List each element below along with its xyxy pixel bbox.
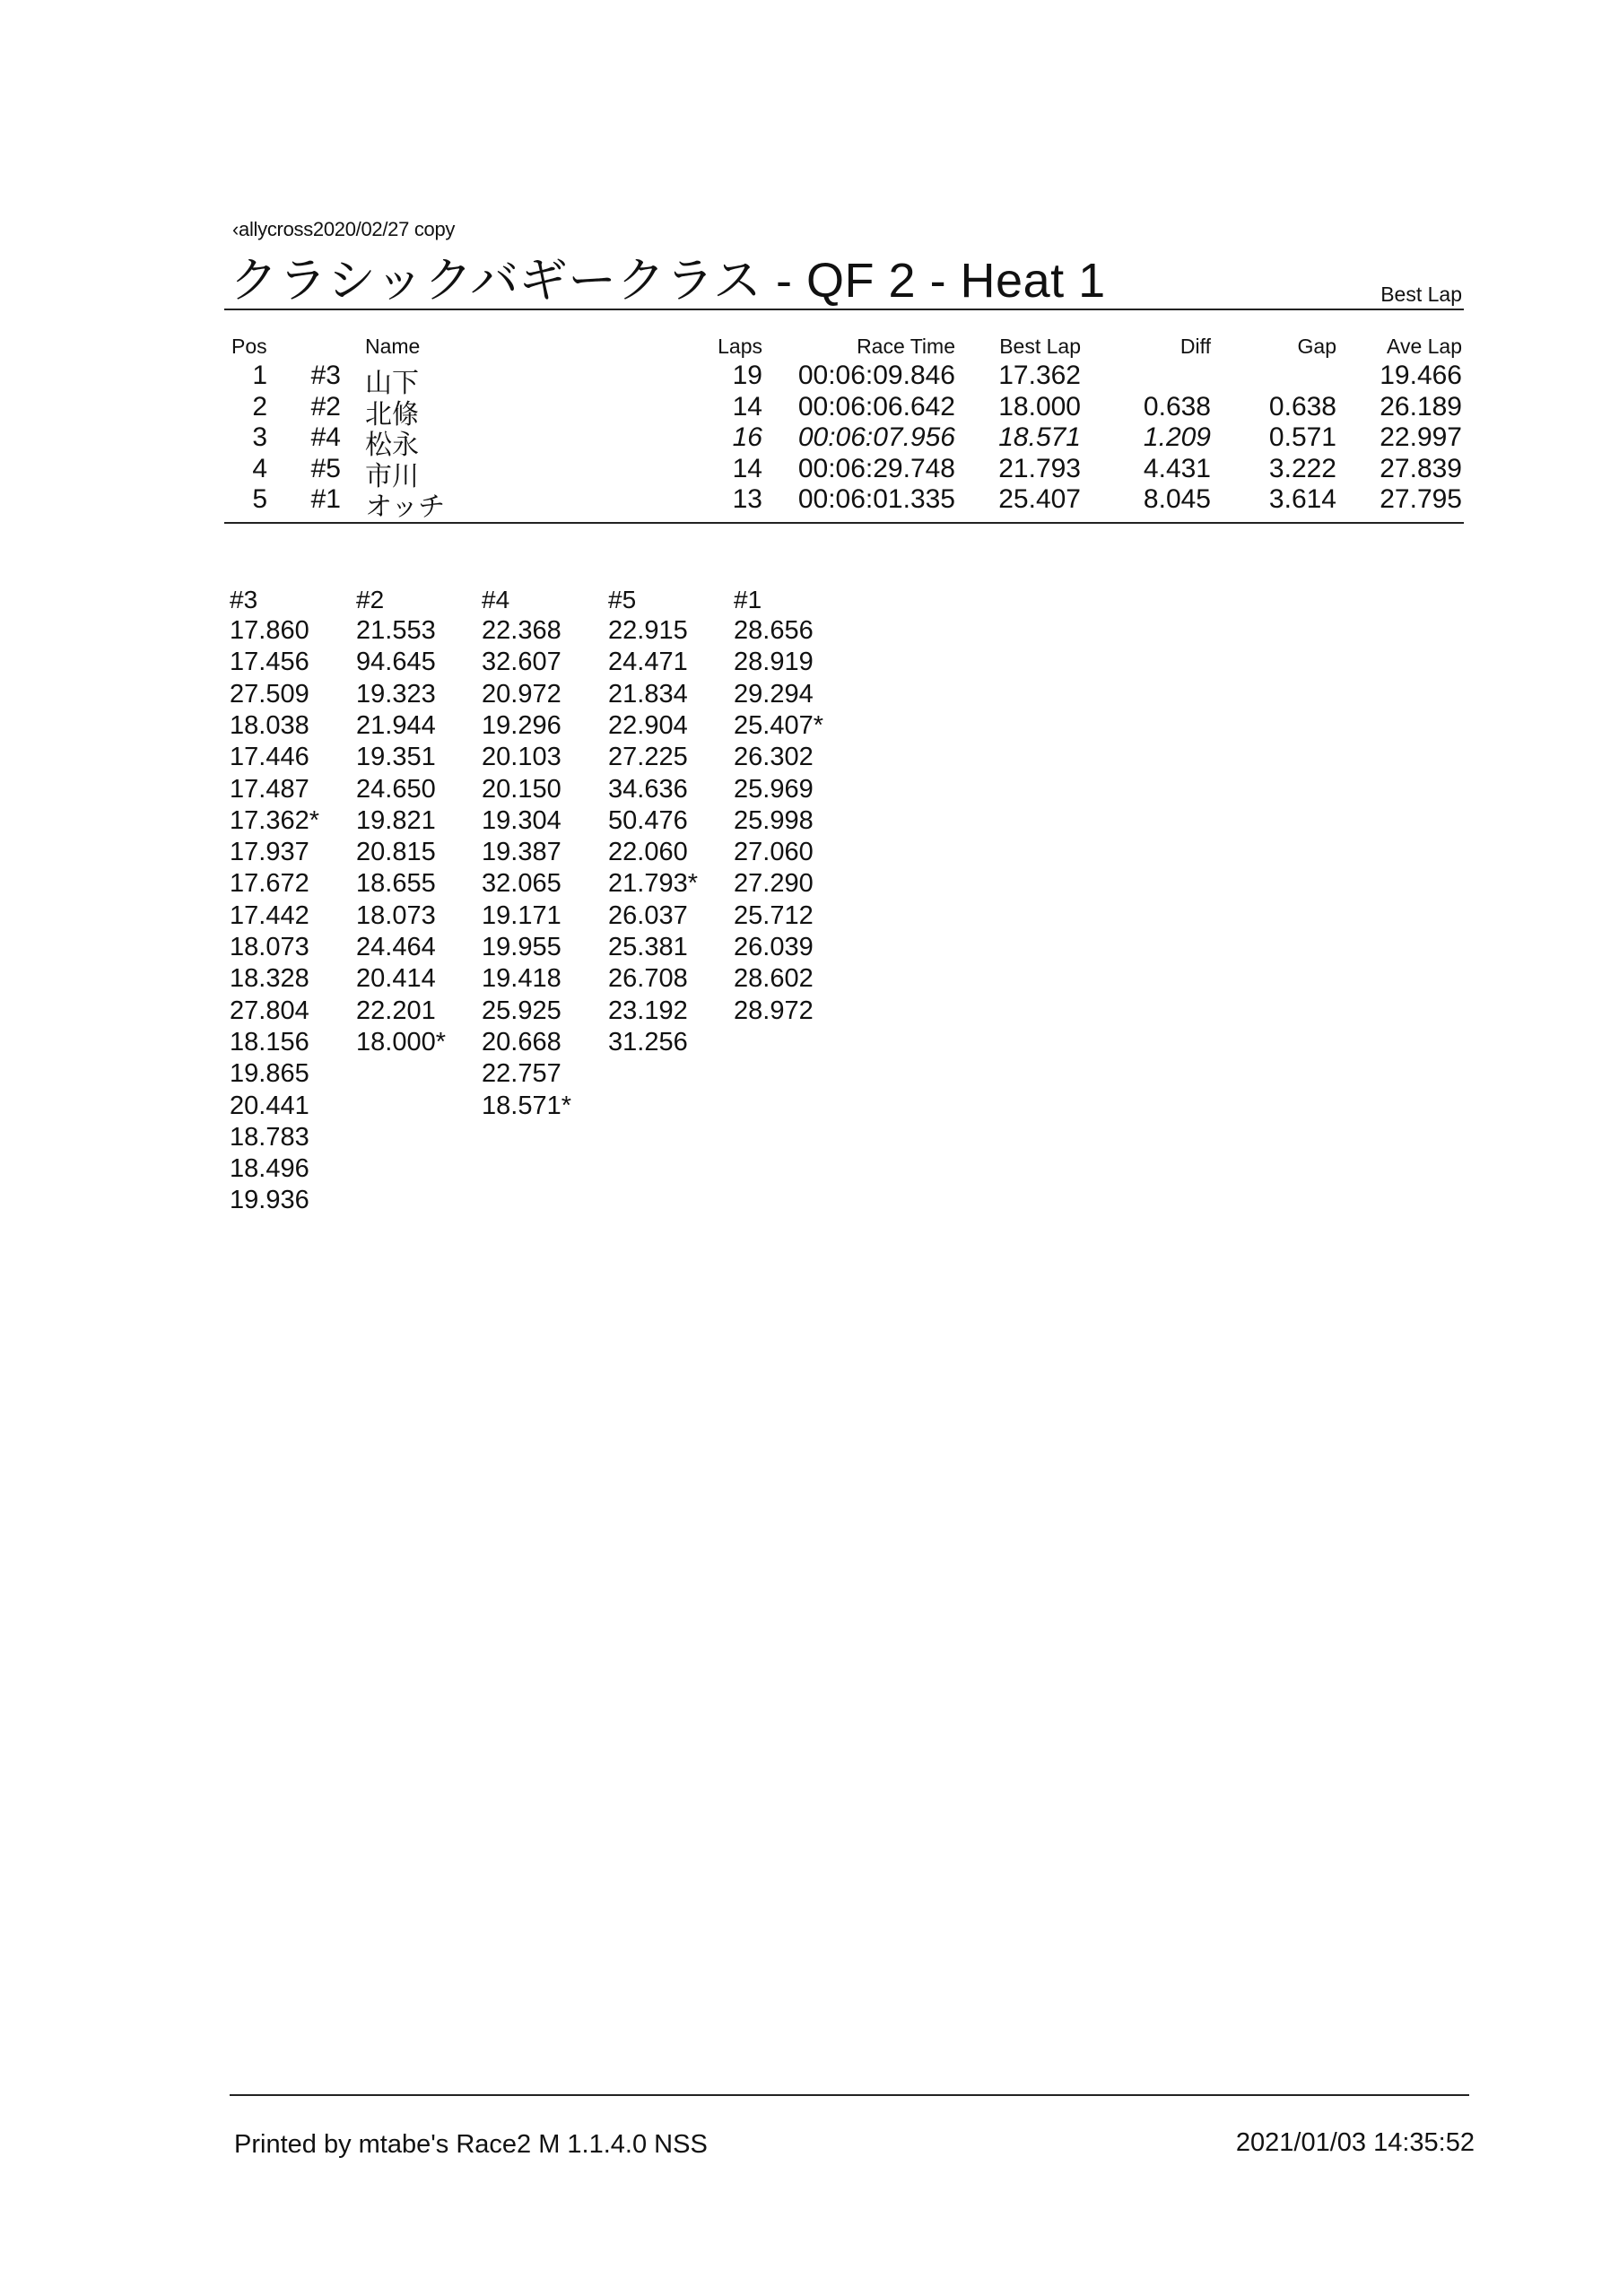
lap-time: 22.060 (608, 838, 688, 867)
lap-time: 21.793* (608, 869, 698, 899)
printed-by: Printed by mtabe's Race2 M 1.1.4.0 NSS (234, 2130, 708, 2159)
print-timestamp: 2021/01/03 14:35:52 (1235, 2128, 1475, 2157)
result-race-time: 00:06:07.956 (797, 422, 955, 452)
result-laps: 14 (732, 453, 762, 483)
lap-time: 21.944 (356, 710, 436, 740)
result-race-time: 00:06:29.748 (797, 453, 955, 483)
lap-time: 50.476 (608, 805, 688, 835)
lap-time: 25.381 (608, 933, 688, 961)
header-diff: Diff (1179, 335, 1211, 358)
lap-time: 19.296 (482, 710, 561, 740)
result-pos: 3 (252, 422, 267, 452)
lap-time: 21.834 (608, 679, 688, 709)
lap-time: 19.304 (482, 805, 561, 835)
result-name: 松永 (365, 430, 419, 460)
lap-time: 23.192 (608, 996, 688, 1025)
result-laps: 19 (732, 361, 762, 390)
lap-time: 25.407* (734, 710, 823, 740)
result-best-lap: 21.793 (998, 453, 1081, 483)
lap-time: 17.860 (230, 616, 309, 645)
best-lap-label: Best Lap (1380, 283, 1462, 306)
lap-time: 17.442 (230, 900, 309, 930)
footer-divider (230, 2094, 1469, 2096)
result-ave-lap: 27.795 (1380, 484, 1462, 514)
result-best-lap: 18.000 (998, 391, 1081, 422)
header-ave-lap: Ave Lap (1387, 335, 1462, 358)
lap-time: 20.972 (482, 679, 561, 709)
lap-time: 24.650 (356, 774, 436, 804)
result-race-time: 00:06:06.642 (797, 391, 955, 422)
lap-time: 27.060 (734, 838, 814, 867)
result-car-number: #2 (310, 391, 341, 422)
lap-column-header: #3 (230, 586, 258, 613)
lap-time: 22.368 (482, 616, 561, 645)
result-ave-lap: 27.839 (1380, 453, 1462, 483)
result-car-number: #5 (310, 453, 341, 483)
result-laps: 13 (732, 484, 762, 514)
lap-time: 26.039 (734, 933, 814, 961)
lap-time: 25.925 (482, 996, 561, 1025)
lap-time: 18.156 (230, 1027, 309, 1057)
lap-time: 20.441 (230, 1091, 309, 1120)
lap-time: 19.387 (482, 838, 561, 867)
lap-time: 28.919 (734, 648, 814, 677)
lap-time: 28.656 (734, 616, 814, 645)
lap-time: 24.471 (608, 648, 688, 677)
lap-time: 18.038 (230, 710, 309, 740)
lap-time: 17.446 (230, 743, 309, 772)
lap-time: 25.998 (734, 805, 814, 835)
lap-time: 20.668 (482, 1027, 561, 1057)
lap-time: 19.418 (482, 964, 561, 994)
lap-column-header: #1 (734, 586, 762, 613)
lap-time: 18.073 (230, 933, 309, 961)
lap-column-header: #2 (356, 586, 385, 613)
header-pos: Pos (231, 335, 267, 358)
result-name: 北條 (365, 399, 419, 430)
report-title: クラシックバギークラス - QF 2 - Heat 1 (230, 254, 1106, 308)
result-name: 山下 (365, 369, 419, 398)
lap-time: 20.815 (356, 838, 436, 867)
result-gap: 0.571 (1268, 422, 1336, 452)
file-name: ‹allycross2020/02/27 copy (232, 218, 456, 240)
lap-time: 27.509 (230, 679, 309, 709)
lap-time: 27.225 (608, 743, 688, 772)
result-gap: 3.614 (1268, 484, 1336, 514)
lap-time: 25.712 (734, 900, 814, 930)
lap-time: 28.972 (734, 996, 814, 1025)
result-pos: 1 (252, 361, 267, 390)
lap-time: 17.487 (230, 774, 309, 804)
lap-time: 26.708 (608, 964, 688, 994)
lap-column-header: #4 (482, 586, 510, 613)
lap-time: 31.256 (608, 1027, 688, 1057)
lap-time: 17.362* (230, 805, 319, 835)
lap-time: 19.323 (356, 679, 436, 709)
lap-time: 32.065 (482, 869, 561, 899)
lap-time: 24.464 (356, 933, 436, 961)
header-laps: Laps (718, 335, 762, 358)
lap-time: 18.073 (356, 900, 436, 930)
lap-time: 19.171 (482, 900, 561, 930)
lap-time: 17.672 (230, 869, 309, 899)
lap-time: 28.602 (734, 964, 814, 994)
result-car-number: #1 (310, 484, 341, 514)
title-divider (224, 309, 1464, 310)
header-race-time: Race Time (857, 335, 955, 358)
lap-time: 22.904 (608, 710, 688, 740)
lap-time: 27.804 (230, 996, 309, 1025)
header-gap: Gap (1297, 335, 1336, 358)
result-pos: 5 (252, 484, 267, 514)
lap-time: 17.937 (230, 838, 309, 867)
result-laps: 16 (732, 422, 762, 452)
lap-time: 26.037 (608, 900, 688, 930)
result-race-time: 00:06:09.846 (797, 361, 955, 390)
result-gap: 3.222 (1268, 453, 1336, 483)
lap-time: 27.290 (734, 869, 814, 899)
lap-time: 22.757 (482, 1059, 561, 1089)
lap-time: 20.414 (356, 964, 436, 994)
lap-time: 18.496 (230, 1154, 309, 1184)
result-best-lap: 25.407 (998, 484, 1081, 514)
lap-time: 18.328 (230, 964, 309, 994)
result-name: 市川 (365, 461, 419, 491)
lap-time: 19.821 (356, 805, 436, 835)
lap-time: 17.456 (230, 648, 309, 677)
lap-time: 20.103 (482, 743, 561, 772)
header-name: Name (365, 335, 421, 358)
lap-time: 22.201 (356, 996, 436, 1025)
lap-time: 19.865 (230, 1059, 309, 1089)
result-best-lap: 17.362 (998, 361, 1081, 390)
result-car-number: #4 (310, 422, 341, 452)
lap-time: 19.955 (482, 933, 561, 961)
result-name: オッチ (365, 492, 446, 522)
lap-time: 18.571* (482, 1091, 571, 1120)
result-laps: 14 (732, 391, 762, 422)
lap-time: 18.000* (356, 1027, 446, 1057)
lap-time: 21.553 (356, 616, 436, 645)
result-ave-lap: 19.466 (1380, 361, 1462, 390)
lap-time: 29.294 (734, 679, 814, 709)
lap-time: 18.655 (356, 869, 436, 899)
result-diff: 8.045 (1143, 484, 1211, 514)
result-car-number: #3 (310, 361, 341, 390)
result-best-lap: 18.571 (998, 422, 1081, 452)
result-diff: 1.209 (1143, 422, 1211, 452)
result-pos: 2 (252, 391, 267, 422)
lap-time: 32.607 (482, 648, 561, 677)
result-diff: 4.431 (1143, 453, 1211, 483)
result-race-time: 00:06:01.335 (797, 484, 955, 514)
lap-time: 19.936 (230, 1186, 309, 1215)
results-divider (224, 522, 1464, 524)
lap-time: 26.302 (734, 743, 814, 772)
lap-time: 20.150 (482, 774, 561, 804)
lap-column-header: #5 (608, 586, 637, 613)
result-pos: 4 (252, 453, 267, 483)
lap-time: 19.351 (356, 743, 436, 772)
lap-time: 34.636 (608, 774, 688, 804)
lap-time: 22.915 (608, 616, 688, 645)
lap-time: 18.783 (230, 1122, 309, 1152)
header-best-lap: Best Lap (999, 335, 1081, 358)
lap-time: 94.645 (356, 648, 436, 677)
result-diff: 0.638 (1143, 391, 1211, 422)
result-ave-lap: 22.997 (1380, 422, 1462, 452)
result-ave-lap: 26.189 (1380, 391, 1462, 422)
result-gap: 0.638 (1268, 391, 1336, 422)
lap-time: 25.969 (734, 774, 814, 804)
